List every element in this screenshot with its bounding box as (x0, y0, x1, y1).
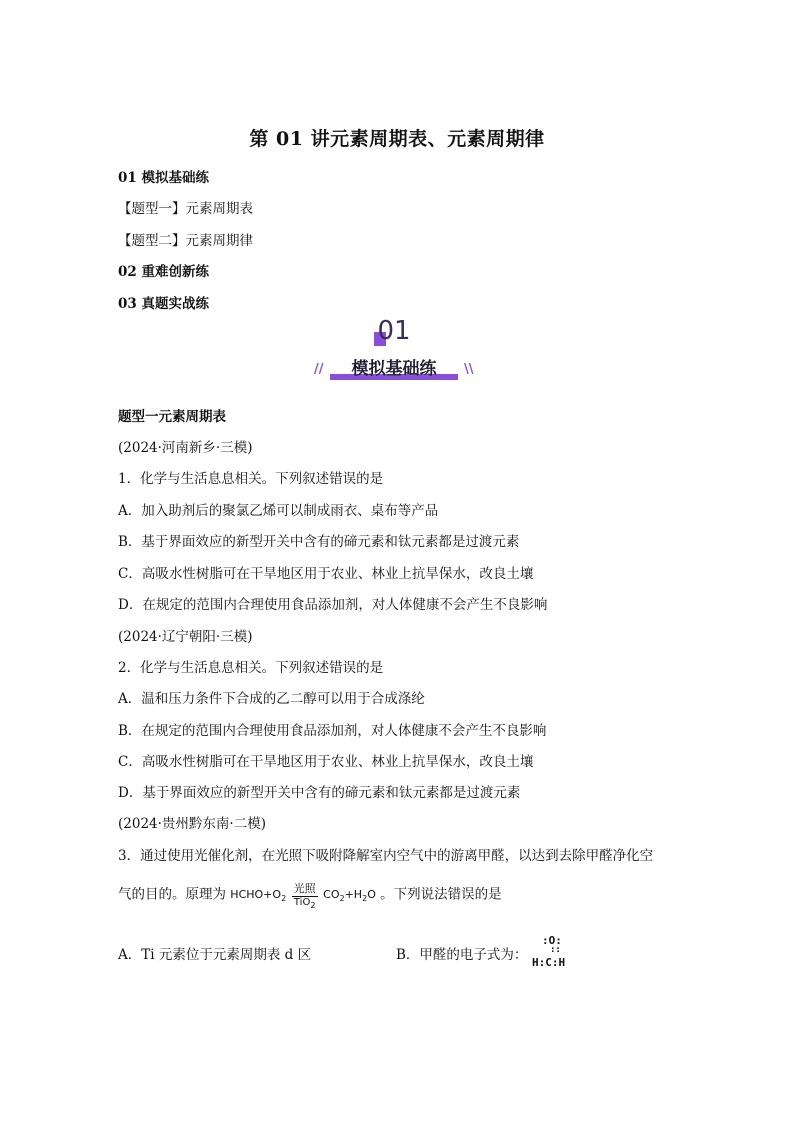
toc-item-1: 01 模拟基础练 (118, 170, 209, 186)
section-title: 题型一元素周期表 (118, 409, 226, 425)
q2-option-b: B．在规定的范围内合理使用食品添加剂，对人体健康不会产生不良影响 (118, 723, 547, 739)
q3-option-b: B．甲醛的电子式为： (396, 947, 528, 963)
banner-number: 01 (377, 316, 411, 346)
lewis-carbon-hydrogen: H:C:H (532, 956, 566, 969)
q1-option-a: A．加入助剂后的聚氯乙烯可以制成雨衣、桌布等产品 (118, 503, 439, 519)
formula-product2-tail: O (367, 888, 376, 901)
banner-slash-right: \\ (464, 362, 474, 377)
q3-stem-line2 (118, 880, 502, 910)
reaction-equation (230, 880, 376, 910)
formula-product1: CO (323, 888, 340, 901)
reaction-condition (292, 880, 318, 910)
section-banner (308, 316, 480, 380)
q3-stem-line1: 3．通过使用光催化剂，在光照下吸附降解室内空气中的游离甲醛，以达到去除甲醛净化空 (118, 848, 654, 864)
q2-source: (2024·辽宁朝阳·三模) (118, 629, 253, 645)
lewis-oxygen: :O: (542, 934, 562, 947)
banner-label: 模拟基础练 (351, 359, 437, 379)
q1-stem: 1．化学与生活息息相关。下列叙述错误的是 (118, 471, 384, 487)
q3-option-a: A．Ti 元素位于元素周期表 d 区 (118, 947, 312, 963)
toc-item-4: 02 重难创新练 (118, 264, 209, 280)
q2-option-d: D．基于界面效应的新型开关中含有的碲元素和钛元素都是过渡元素 (118, 785, 521, 801)
q2-stem: 2．化学与生活息息相关。下列叙述错误的是 (118, 660, 384, 676)
condition-bottom (292, 897, 318, 910)
formula-product2: +H (344, 888, 363, 901)
formaldehyde-lewis-structure (532, 934, 582, 970)
condition-bottom-sub: 2 (310, 901, 316, 910)
q1-option-c: C．高吸水性树脂可在干旱地区用于农业、林业上抗旱保水，改良土壤 (118, 566, 534, 582)
q1-source: (2024·河南新乡·三模) (118, 440, 253, 456)
q3-stem-post: 。下列说法错误的是 (380, 886, 502, 903)
condition-top: 光照 (293, 882, 316, 895)
q1-option-d: D．在规定的范围内合理使用食品添加剂，对人体健康不会产生不良影响 (118, 597, 548, 613)
toc-item-2: 【题型一】元素周期表 (118, 201, 253, 217)
q3-stem-pre: 气的目的。原理为 (118, 886, 226, 903)
banner-slash-left: // (314, 362, 324, 377)
q1-option-b: B．基于界面效应的新型开关中含有的碲元素和钛元素都是过渡元素 (118, 534, 520, 550)
page-title: 第 01 讲元素周期表、元素周期律 (249, 128, 545, 150)
formula-reactant-sub: 2 (281, 894, 287, 904)
q2-option-a: A．温和压力条件下合成的乙二醇可以用于合成涤纶 (118, 691, 425, 707)
condition-bottom-text: TiO (293, 897, 311, 908)
lewis-double-bond: :: (550, 945, 561, 955)
formula-reactants: HCHO+O (230, 888, 282, 901)
q3-source: (2024·贵州黔东南·二模) (118, 816, 266, 832)
formula-product2-sub: 2 (362, 894, 368, 904)
formula-product1-sub: 2 (339, 894, 345, 904)
toc-item-3: 【题型二】元素周期律 (118, 233, 253, 249)
toc-item-5: 03 真题实战练 (118, 296, 209, 312)
q2-option-c: C．高吸水性树脂可在干旱地区用于农业、林业上抗旱保水，改良土壤 (118, 754, 534, 770)
